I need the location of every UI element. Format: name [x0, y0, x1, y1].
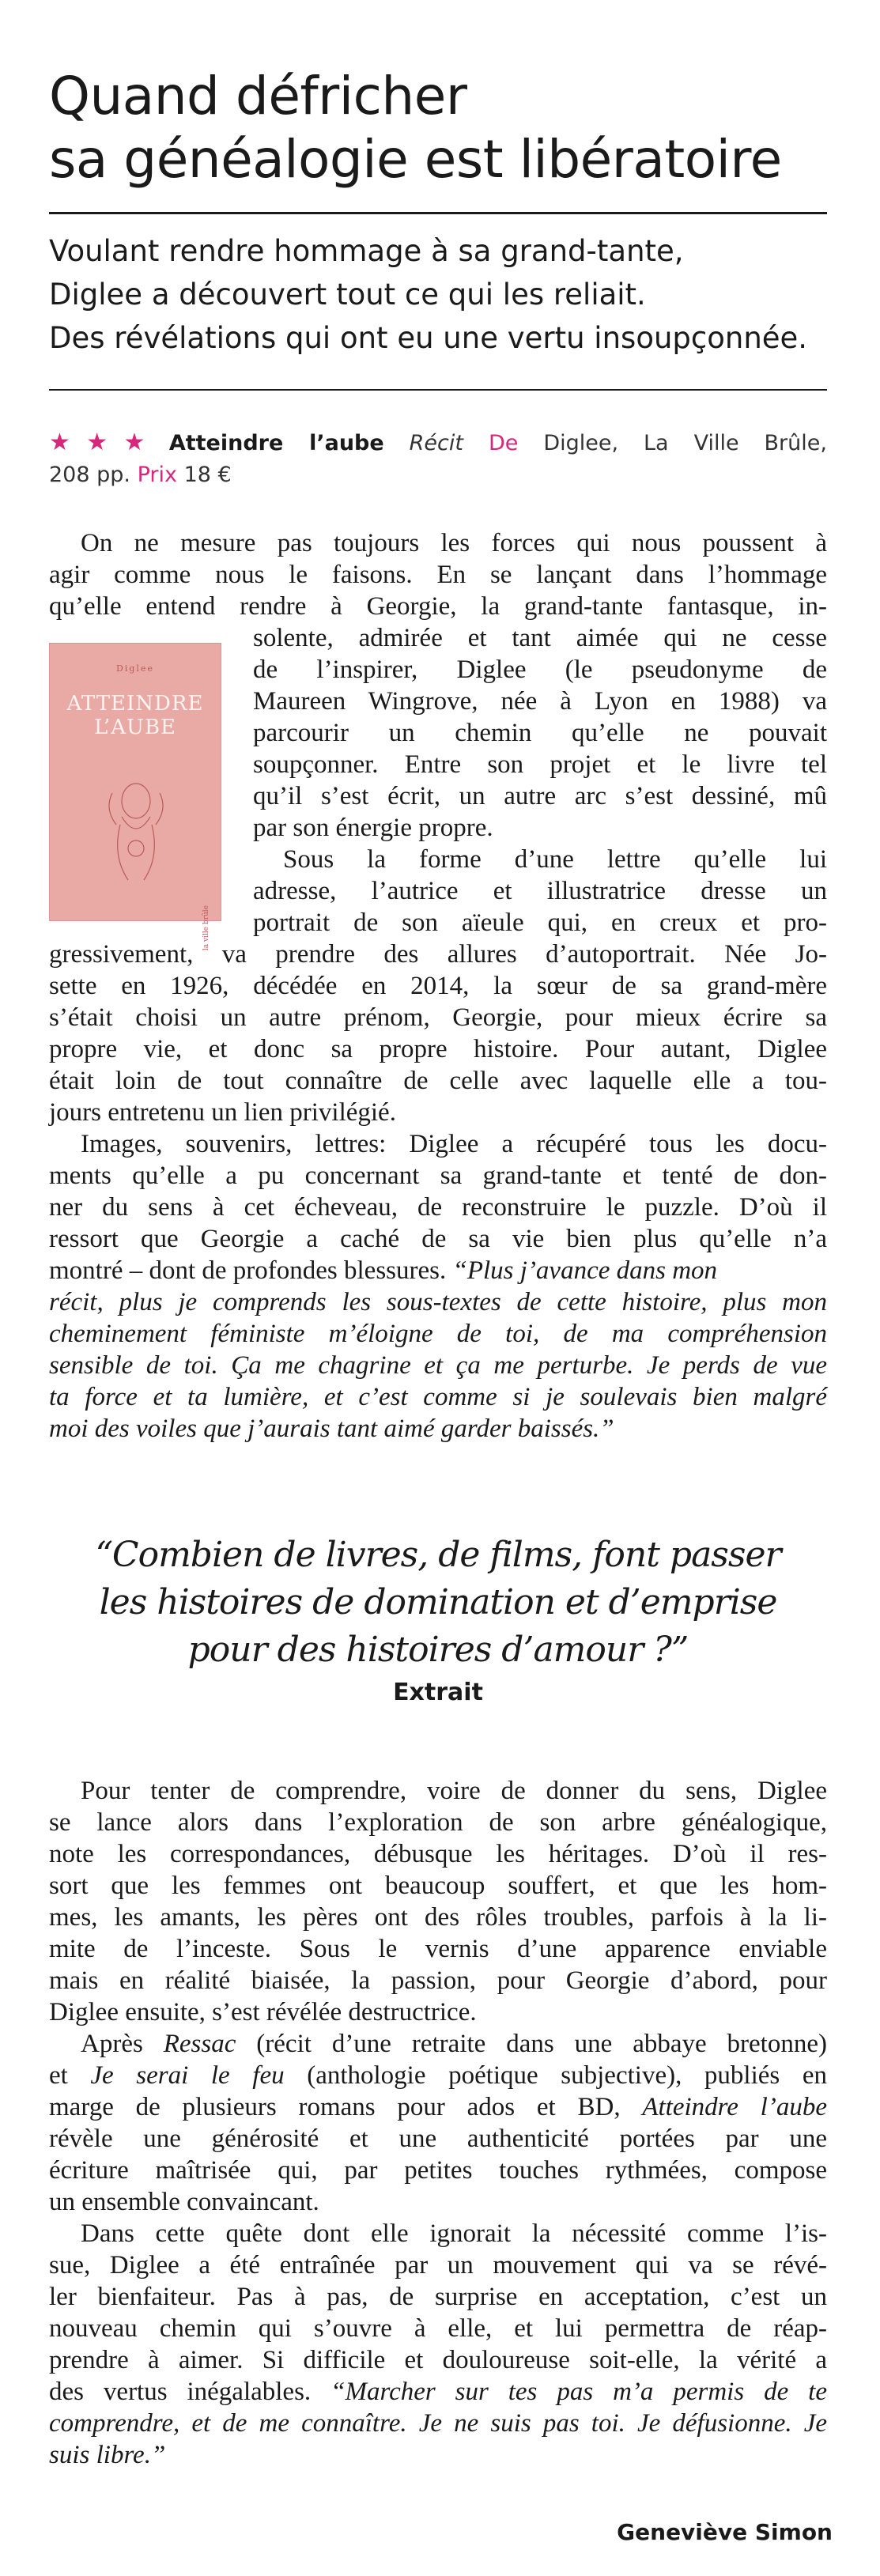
citation-segment: “Marcher sur tes pas m’a permis de te — [330, 2378, 827, 2406]
citation-segment: cheminement féministe m’éloigne de toi, de ma compréhension — [49, 1320, 827, 1348]
book-title-ref: Ressac — [163, 2030, 236, 2058]
book-title-ref: Je serai le feu — [90, 2061, 285, 2090]
book-price: 18 € — [183, 463, 232, 487]
cover-title-line: ATTEINDRE — [66, 692, 204, 716]
body-line: était loin de tout connaître de celle avec laquelle elle a tou- — [49, 1067, 827, 1095]
body-line: Sous la forme d’une lettre qu’elle lui — [283, 845, 827, 874]
book-reference-line — [49, 427, 827, 459]
body-line: ressort que Georgie a caché de sa vie bien plus qu’elle n’a — [49, 1225, 827, 1253]
citation-line — [49, 1413, 614, 1445]
cover-author: Diglee — [116, 663, 154, 674]
body-line: sette en 1926, décédée en 2014, la sœur de sa grand-mère — [49, 972, 827, 1000]
body-line: parcourir un chemin qu’elle ne pouvait — [253, 719, 827, 747]
body-line: sue, Diglee a été entraînée par un mouvement qui va se révé- — [49, 2251, 827, 2279]
book-genre: Récit — [409, 431, 463, 455]
body-line: mais en réalité biaisée, la passion, pour Georgie d’abord, pour — [49, 1966, 827, 1995]
body-line: jours entretenu un lien privilégié. — [49, 1098, 396, 1127]
citation-line — [49, 2439, 165, 2471]
body-line — [49, 2376, 827, 2408]
body-line: de l’inspirer, Diglee (le pseudonyme de — [253, 655, 827, 684]
book-title-ref: Atteindre l’aube — [642, 2093, 827, 2121]
body-line: soupçonner. Entre son projet et le livre tel — [253, 750, 827, 779]
body-line — [49, 2060, 827, 2091]
body-line: agir comme nous le faisons. En se lançant dans l’hommage — [49, 561, 827, 589]
pull-quote-line: les histoires de domination et d’emprise — [99, 1582, 777, 1622]
body-line: Maureen Wingrove, née à Lyon en 1988) va — [253, 687, 827, 716]
body-line: gressivement, va prendre des allures d’autoportrait. Née Jo- — [49, 940, 827, 969]
citation-line — [49, 1318, 827, 1350]
citation-line — [49, 1381, 827, 1413]
body-segment: des vertus inégalables. — [49, 2378, 331, 2406]
lede-line: Voulant rendre hommage à sa grand-tante, — [49, 234, 684, 268]
body-line: prendre à aimer. Si difficile et douloureuse soit-elle, la vérité a — [49, 2346, 827, 2374]
body-line: mite de l’inceste. Sous le vernis d’une apparence enviable — [49, 1935, 827, 1963]
cover-publisher: la ville brûle — [202, 905, 210, 951]
citation-segment: récit, plus je comprends les sous-textes de cette histoire, plus mon — [49, 1288, 827, 1316]
body-line: qu’elle entend rendre à Georgie, la grand-tante fantasque, in- — [49, 592, 827, 621]
citation-line — [49, 2408, 827, 2439]
headline-line: Quand défricher — [49, 66, 467, 127]
top-divider — [49, 212, 827, 214]
body-segment: et — [49, 2061, 91, 2090]
body-segment: montré – dont de profondes blessures. — [49, 1256, 453, 1285]
body-line: ler bienfaiteur. Pas à pas, de surprise en acceptation, c’est un — [49, 2283, 827, 2311]
body-segment: Après — [81, 2030, 164, 2058]
body-line: ments qu’elle a pu concernant sa grand-tante et tenté de don- — [49, 1161, 827, 1190]
lede-line: Diglee a découvert tout ce qui les reliait. — [49, 278, 646, 312]
body-line: Diglee ensuite, s’est révélée destructrice. — [49, 1998, 477, 2026]
article-signature: Geneviève Simon — [617, 2519, 833, 2545]
body-line: par son énergie propre. — [253, 814, 493, 842]
body-line: Pour tenter de comprendre, voire de donner du sens, Diglee — [81, 1777, 827, 1805]
lede-divider — [49, 389, 827, 391]
book-reference — [49, 427, 827, 491]
body-line: Dans cette quête dont elle ignorait la nécessité comme l’is- — [81, 2219, 827, 2248]
book-cover-image — [49, 643, 221, 951]
body-segment: (récit d’une retraite dans une abbaye bretonne) — [236, 2030, 827, 2058]
body-line: Images, souvenirs, lettres: Diglee a récupéré tous les docu- — [81, 1130, 827, 1158]
body-line: nouveau chemin qui s’ouvre à elle, et lui permettra de réap- — [49, 2314, 827, 2343]
cover-title — [49, 692, 221, 739]
citation-segment: suis libre.” — [49, 2441, 166, 2469]
body-line: solente, admirée et tant aimée qui ne cesse — [253, 624, 827, 652]
body-line: s’était choisi un autre prénom, Georgie, pour mieux écrire sa — [49, 1003, 827, 1032]
body-line: note les correspondances, débusque les héritages. D’où il res- — [49, 1840, 827, 1868]
by-label: De — [488, 431, 519, 455]
pull-quote — [49, 1532, 827, 1674]
cover-title-line: L’AUBE — [93, 716, 177, 739]
body-line: qu’il s’est écrit, un autre arc s’est dessiné, mû — [253, 782, 827, 810]
lede-line: Des révélations qui ont eu une vertu insoupçonnée. — [49, 321, 808, 355]
book-title: Atteindre l’aube — [168, 431, 384, 455]
citation-line — [49, 1286, 827, 1318]
citation-segment: sensible de toi. Ça me chagrine et ça me perturbe. Je perds de vue — [49, 1351, 827, 1380]
citation-segment: comprendre, et de me connaître. Je ne suis pas toi. Je défusionne. Je — [49, 2409, 827, 2438]
book-pages: 208 pp. — [49, 463, 130, 487]
body-line: révèle une générosité et une authenticité portées par une — [49, 2125, 827, 2153]
book-author-publisher: Diglee, La Ville Brûle, — [543, 431, 827, 455]
body-line — [49, 2091, 827, 2123]
body-line: propre vie, et donc sa propre histoire. Pour autant, Diglee — [49, 1035, 827, 1063]
body-line: sort que les femmes ont beaucoup souffert, et que les hom- — [49, 1872, 827, 1900]
pull-quote-line: “Combien de livres, de films, font passer — [95, 1535, 781, 1575]
article-headline — [49, 65, 840, 191]
cover-illustration-icon — [96, 769, 176, 888]
price-label: Prix — [137, 463, 177, 487]
body-line: adresse, l’autrice et illustratrice dresse un — [253, 877, 827, 905]
pull-quote-source: Extrait — [393, 1679, 483, 1706]
body-line: ner du sens à cet écheveau, de reconstruire le puzzle. D’où il — [49, 1193, 827, 1222]
body-line: écriture maîtrisée qui, par petites touches rythmées, compose — [49, 2156, 827, 2185]
body-line: portrait de son aïeule qui, en creux et pro- — [253, 908, 827, 937]
headline-line: sa généalogie est libératoire — [49, 129, 782, 191]
article-lede — [49, 229, 832, 360]
body-line: On ne mesure pas toujours les forces qui nous poussent à — [81, 529, 827, 557]
citation-segment: ta force et ta lumière, et c’est comme si je soulevais bien malgré — [49, 1383, 827, 1411]
citation-line — [49, 1350, 827, 1381]
body-line: mes, les amants, les pères ont des rôles troubles, parfois à la li- — [49, 1903, 827, 1932]
citation-segment: “Plus j’avance dans mon — [452, 1256, 718, 1285]
body-line — [81, 2028, 827, 2060]
pull-quote-line: pour des histoires d’amour ?” — [187, 1630, 689, 1670]
body-line: un ensemble convaincant. — [49, 2188, 319, 2216]
rating-stars-icon: ★★★ — [49, 429, 161, 456]
book-reference-line — [49, 459, 827, 491]
body-segment: marge de plusieurs romans pour ados et BD, — [49, 2093, 643, 2121]
citation-segment: moi des voiles que j’aurais tant aimé garder baissés.” — [49, 1415, 614, 1443]
body-line: se lance alors dans l’exploration de son arbre généalogique, — [49, 1808, 827, 1837]
body-segment: (anthologie poétique subjective), publiés en — [284, 2061, 827, 2090]
body-line — [49, 1255, 827, 1286]
